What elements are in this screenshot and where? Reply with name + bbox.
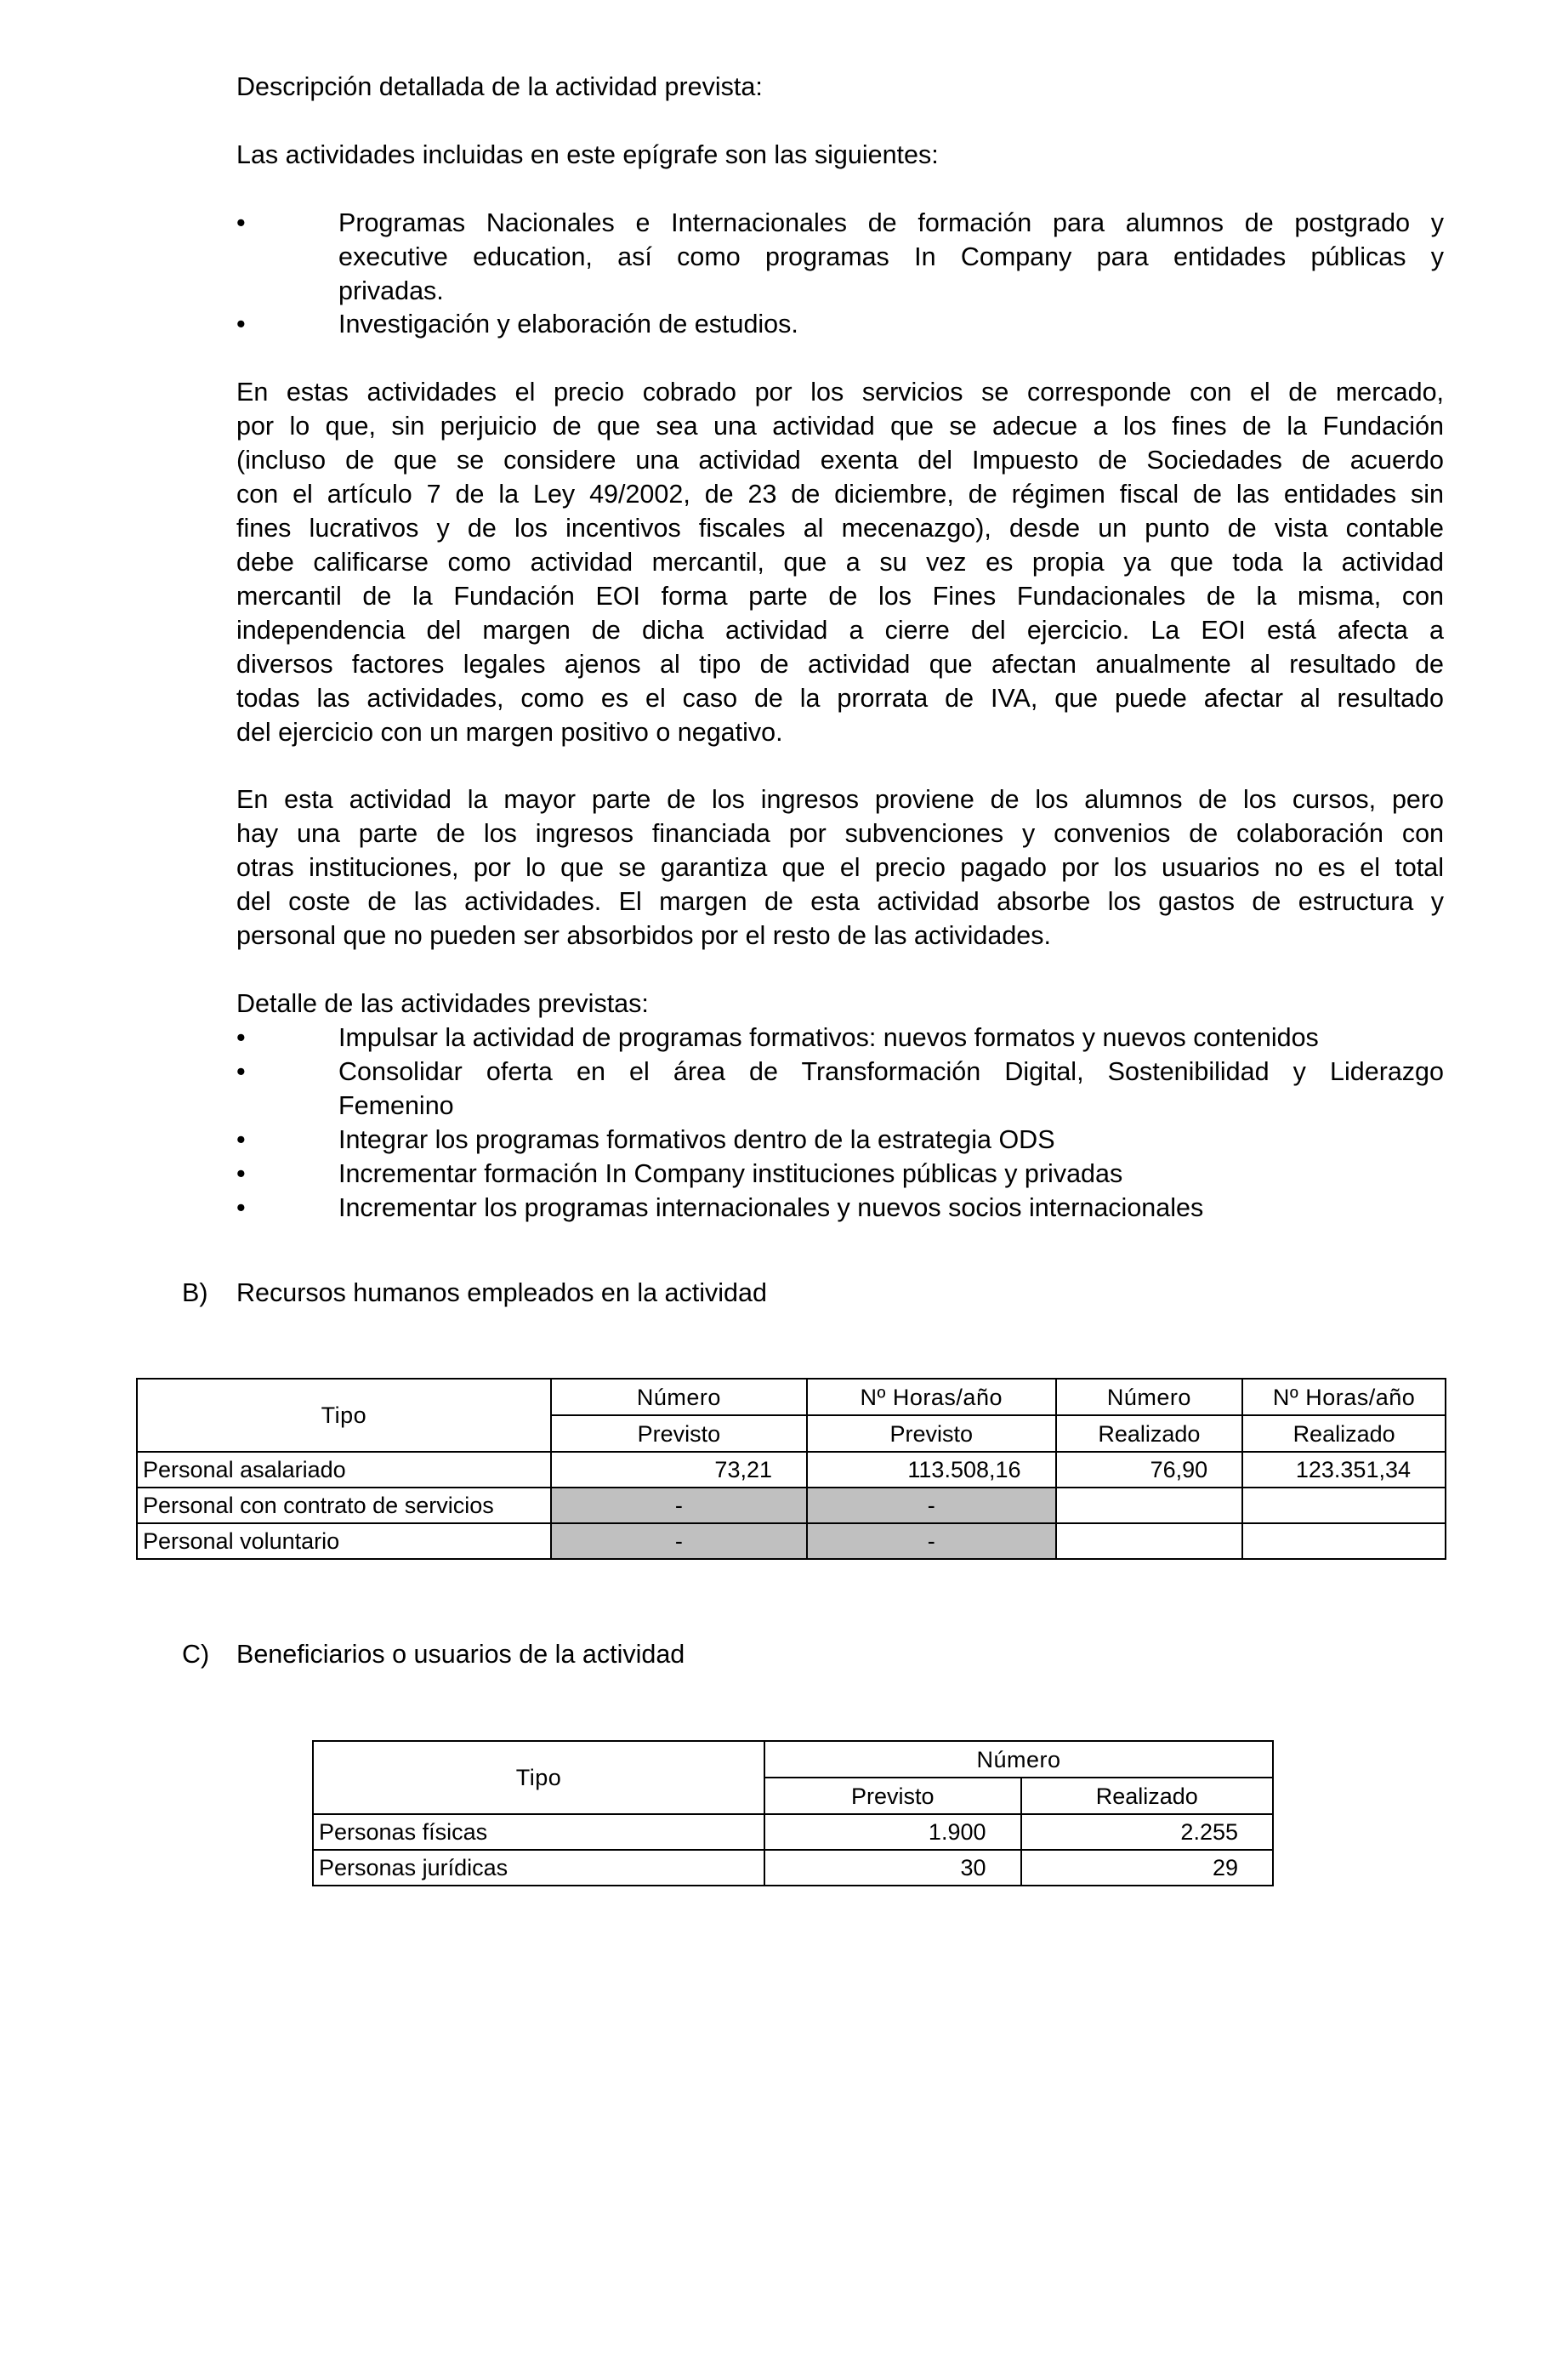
paragraph-line: fines lucrativos y de los incentivos fiscales al mecenazgo), desde un punto de vista contable [236, 514, 1444, 543]
col-subheader: Previsto [807, 1415, 1056, 1452]
table-row [313, 1850, 1273, 1886]
table-row [137, 1488, 1446, 1523]
row-tipo: Personal voluntario [137, 1523, 551, 1559]
paragraph-line: (incluso de que se considere una actividad exenta del Impuesto de Sociedades de acuerdo [236, 446, 1444, 475]
col-header: Número [551, 1379, 807, 1415]
bullet-text: Investigación y elaboración de estudios. [338, 310, 798, 339]
paragraph-income [236, 782, 1444, 953]
paragraph-line: hay una parte de los ingresos financiada por subvenciones y convenios de colaboración con [236, 819, 1444, 848]
detail-item [236, 1191, 1444, 1225]
description-heading: Descripción detallada de la actividad prevista: [236, 72, 763, 101]
realizado-value: 29 [1021, 1850, 1274, 1886]
paragraph-line: todas las actividades, como es el caso de la prorrata de IVA, que puede afectar al resultado [236, 684, 1444, 713]
table-row [313, 1814, 1273, 1850]
bullet-dot: • [236, 1023, 246, 1052]
col-subheader: Realizado [1056, 1415, 1243, 1452]
paragraph-line: personal que no pueden ser absorbidos por el resto de las actividades. [236, 921, 1051, 950]
detail-line: Femenino [338, 1091, 454, 1120]
bullet-item [236, 206, 1444, 308]
col-header: Nº Horas/año [1242, 1379, 1446, 1415]
detail-line: Consolidar oferta en el área de Transformación Digital, Sostenibilidad y Liderazgo [338, 1057, 1444, 1086]
section-c-title: Beneficiarios o usuarios de la actividad [236, 1640, 685, 1669]
num-previsto: 73,21 [551, 1452, 807, 1488]
paragraph-line: debe calificarse como actividad mercantil, que a su vez es propia ya que toda la actividad [236, 548, 1444, 577]
bullet-dot: • [236, 1159, 246, 1188]
row-tipo: Personal con contrato de servicios [137, 1488, 551, 1523]
row-tipo: Personal asalariado [137, 1452, 551, 1488]
table-row [137, 1452, 1446, 1488]
col-subheader: Realizado [1021, 1778, 1274, 1814]
beneficiaries-table [312, 1740, 1274, 1886]
row-tipo: Personas físicas [313, 1814, 764, 1850]
bullet-item [236, 307, 1444, 341]
num-previsto: - [551, 1523, 807, 1559]
paragraph-pricing [236, 375, 1444, 749]
detail-item [236, 1055, 1444, 1123]
horas-realizado [1242, 1488, 1446, 1523]
bullet-line: Programas Nacionales e Internacionales de formación para alumnos de postgrado y [338, 208, 1444, 237]
num-realizado: 76,90 [1056, 1452, 1243, 1488]
tipo-header: Tipo [313, 1741, 764, 1814]
paragraph-line: con el artículo 7 de la Ley 49/2002, de 23 de diciembre, de régimen fiscal de las entidades sin [236, 480, 1444, 509]
col-subheader: Previsto [764, 1778, 1020, 1814]
paragraph-line: independencia del margen de dicha actividad a cierre del ejercicio. La EOI está afecta a [236, 616, 1444, 645]
horas-realizado [1242, 1523, 1446, 1559]
paragraph-line: del coste de las actividades. El margen de esta actividad absorbe los gastos de estructura y [236, 887, 1444, 916]
paragraph-line: por lo que, sin perjuicio de que sea una actividad que se adecue a los fines de la Fundación [236, 412, 1444, 441]
section-b-letter: B) [182, 1278, 208, 1307]
col-subheader: Realizado [1242, 1415, 1446, 1452]
paragraph-line: mercantil de la Fundación EOI forma parte de los Fines Fundacionales de la misma, con [236, 582, 1444, 611]
realizado-value: 2.255 [1021, 1814, 1274, 1850]
table-row [137, 1523, 1446, 1559]
horas-previsto: - [807, 1523, 1056, 1559]
col-subheader: Previsto [551, 1415, 807, 1452]
num-realizado [1056, 1523, 1243, 1559]
paragraph-line: En estas actividades el precio cobrado por los servicios se corresponde con el de mercado, [236, 378, 1444, 407]
paragraph-line: diversos factores legales ajenos al tipo de actividad que afectan anualmente al resultado de [236, 650, 1444, 679]
row-tipo: Personas jurídicas [313, 1850, 764, 1886]
horas-previsto: - [807, 1488, 1056, 1523]
numero-header: Número [764, 1741, 1273, 1778]
detail-text: Integrar los programas formativos dentro de la estrategia ODS [338, 1125, 1055, 1154]
bullet-dot: • [236, 1125, 246, 1154]
bullet-dot: • [236, 1193, 246, 1222]
num-realizado [1056, 1488, 1243, 1523]
bullet-line: executive education, así como programas In Company para entidades públicas y [338, 242, 1444, 271]
detail-heading: Detalle de las actividades previstas: [236, 989, 649, 1018]
activities-lead: Las actividades incluidas en este epígrafe son las siguientes: [236, 140, 939, 169]
horas-realizado: 123.351,34 [1242, 1452, 1446, 1488]
detail-item [236, 1157, 1444, 1191]
detail-item [236, 1021, 1444, 1055]
previsto-value: 30 [764, 1850, 1020, 1886]
previsto-value: 1.900 [764, 1814, 1020, 1850]
human-resources-table [136, 1378, 1446, 1560]
paragraph-line: otras instituciones, por lo que se garantiza que el precio pagado por los usuarios no es el total [236, 853, 1444, 882]
num-previsto: - [551, 1488, 807, 1523]
bullet-dot: • [236, 208, 246, 237]
bullet-dot: • [236, 310, 246, 339]
detail-text: Incrementar los programas internacionales y nuevos socios internacionales [338, 1193, 1204, 1222]
col-header: Nº Horas/año [807, 1379, 1056, 1415]
detail-text: Impulsar la actividad de programas formativos: nuevos formatos y nuevos contenidos [338, 1023, 1319, 1052]
tipo-header: Tipo [137, 1379, 551, 1452]
section-c-letter: C) [182, 1640, 210, 1669]
detail-text: Incrementar formación In Company instituciones públicas y privadas [338, 1159, 1123, 1188]
bullet-line: privadas. [338, 276, 444, 305]
paragraph-line: del ejercicio con un margen positivo o negativo. [236, 718, 783, 747]
paragraph-line: En esta actividad la mayor parte de los ingresos proviene de los alumnos de los cursos, pero [236, 785, 1444, 814]
bullet-dot: • [236, 1057, 246, 1086]
horas-previsto: 113.508,16 [807, 1452, 1056, 1488]
detail-item [236, 1123, 1444, 1157]
col-header: Número [1056, 1379, 1243, 1415]
section-b-title: Recursos humanos empleados en la actividad [236, 1278, 767, 1307]
